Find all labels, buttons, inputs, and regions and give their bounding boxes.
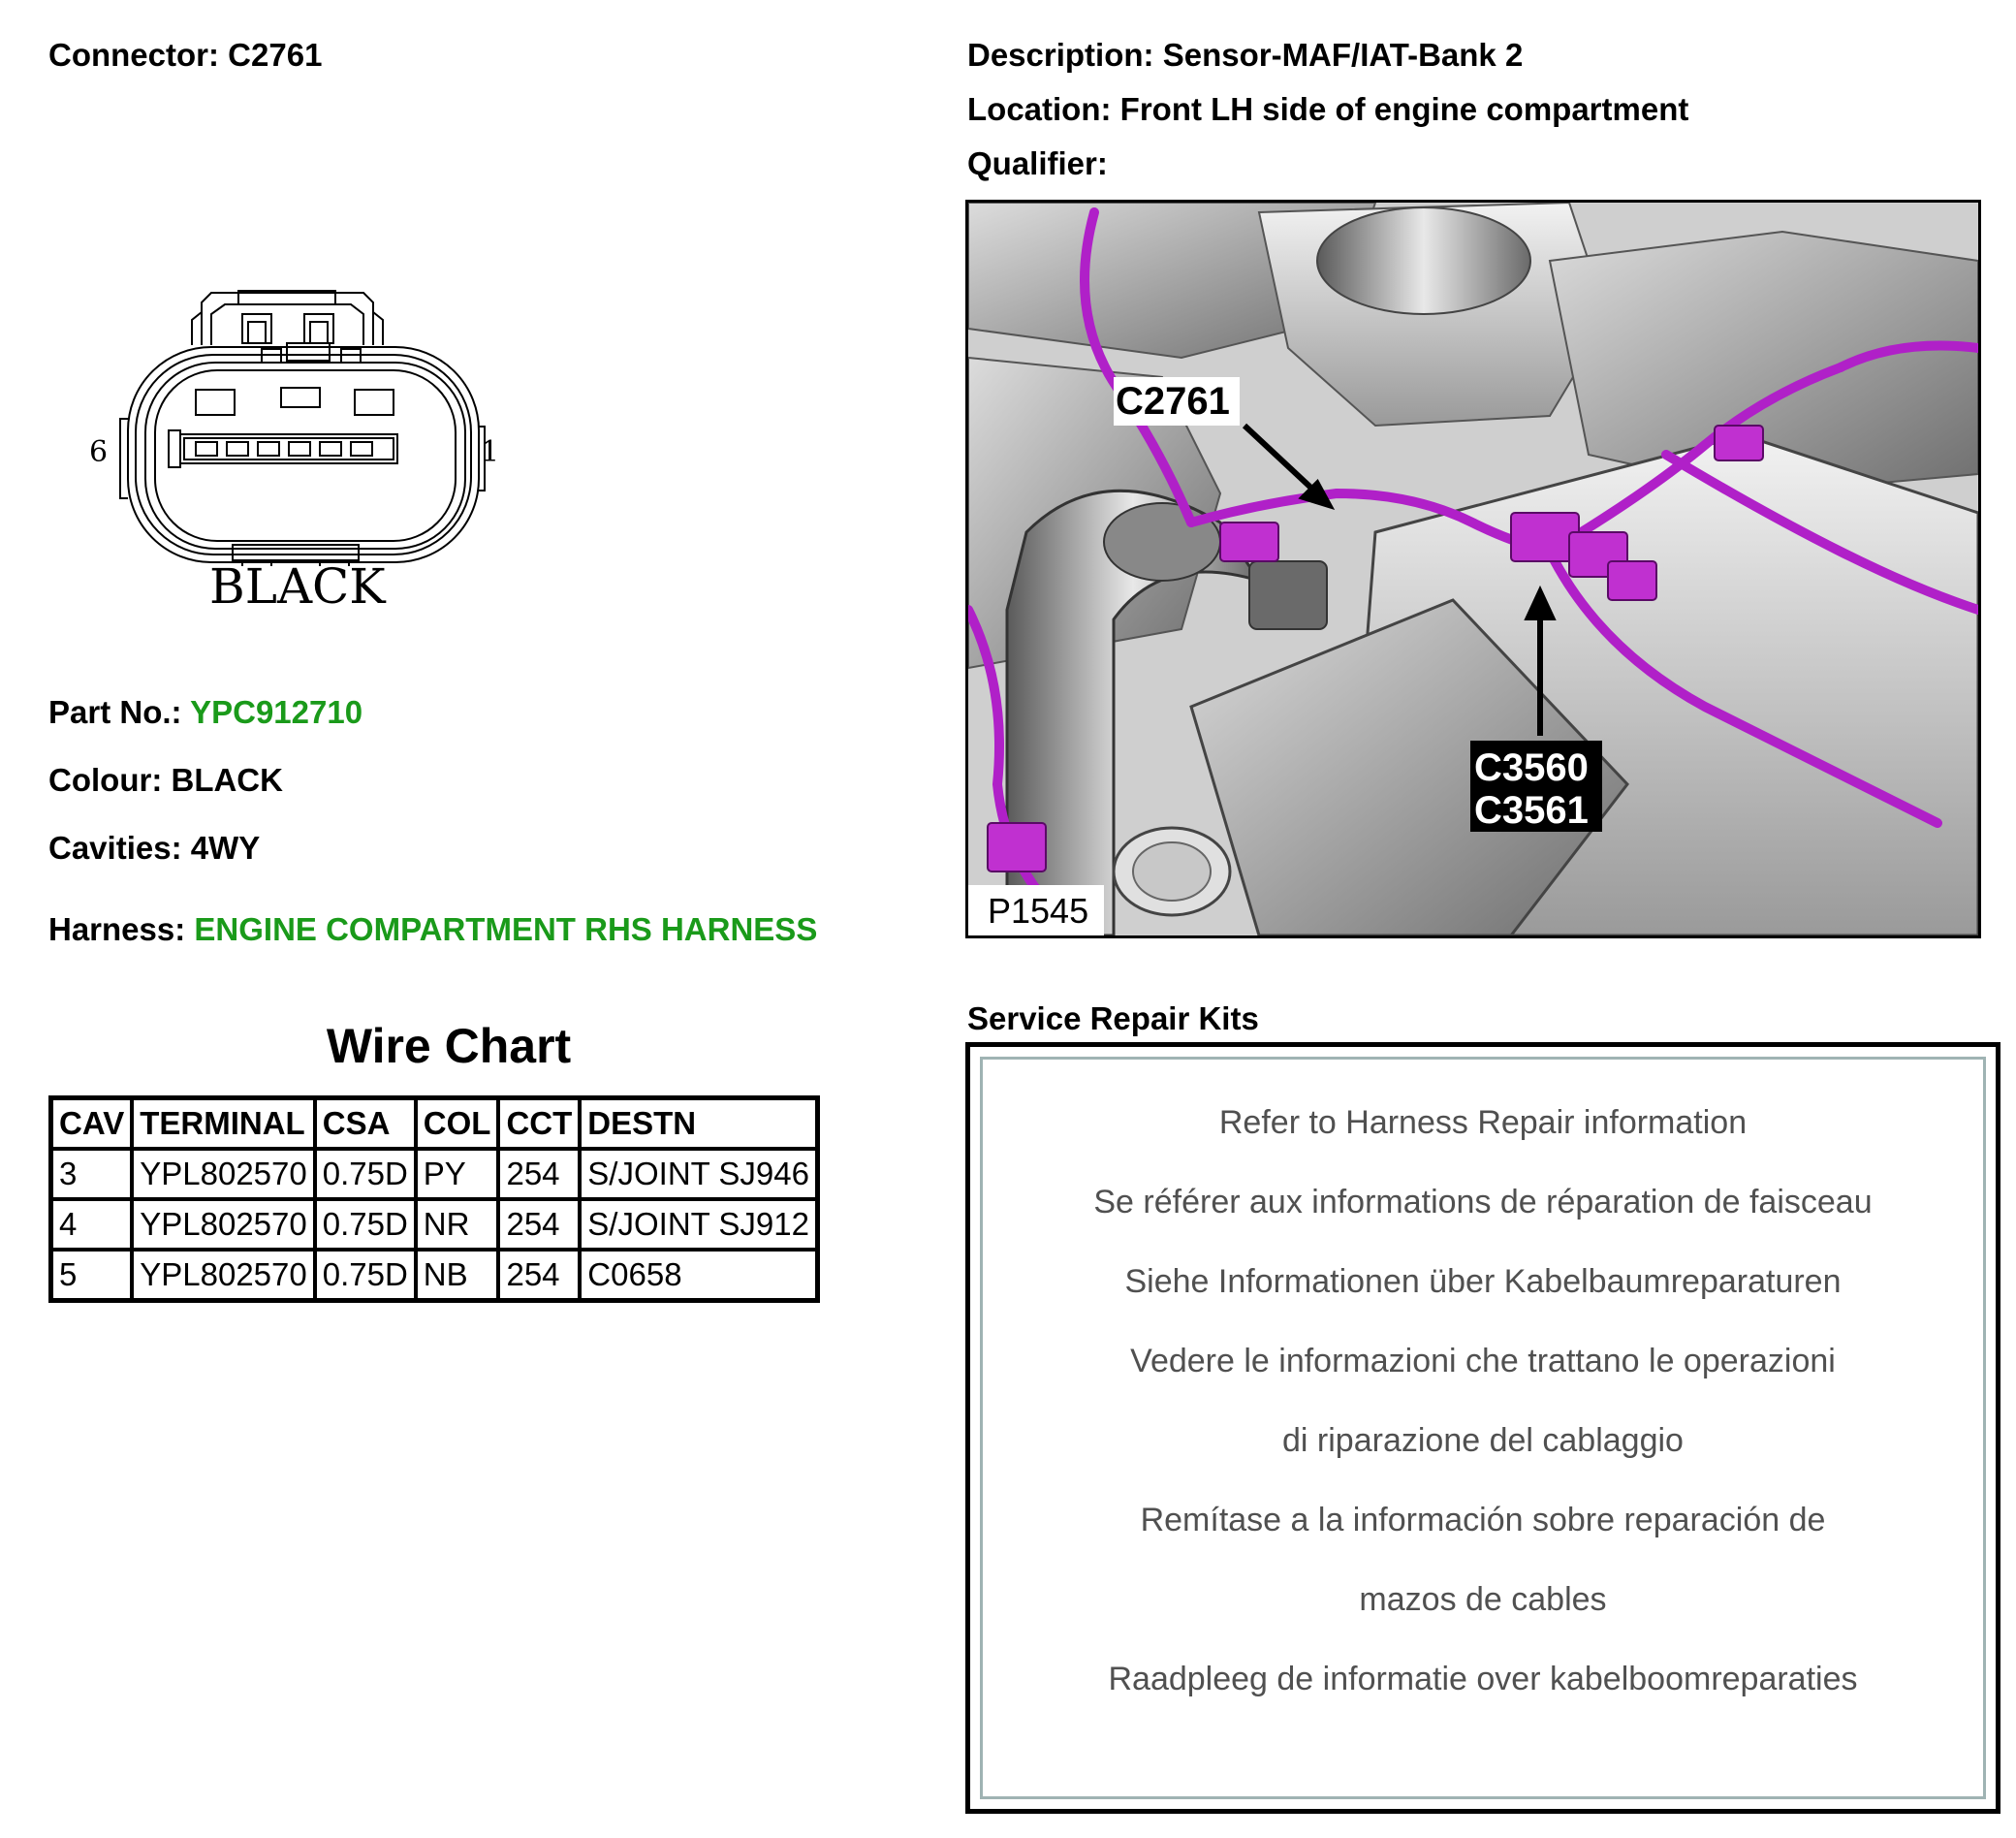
pin-number-right: 1 — [481, 435, 500, 469]
kit-line: Refer to Harness Repair information — [1218, 1104, 1748, 1141]
cell-col: PY — [416, 1149, 499, 1199]
service-repair-kits-inner — [980, 1057, 1986, 1799]
colour-value: BLACK — [171, 762, 283, 798]
connector-face-diagram — [87, 254, 514, 622]
kit-line: Remítase a la información sobre reparación de — [1140, 1502, 1826, 1538]
cell-terminal: YPL802570 — [132, 1199, 315, 1250]
connector-face-drawing — [87, 254, 514, 622]
location-line — [967, 91, 1688, 128]
part-no-label: Part No.: — [48, 694, 182, 730]
callout-c3560: C3560 — [1474, 746, 1589, 789]
location-image — [965, 200, 1981, 938]
callout-c3561: C3561 — [1474, 789, 1589, 832]
header-terminal: TERMINAL — [132, 1098, 315, 1150]
engine-bay-illustration — [968, 203, 1978, 935]
connector-colour-text: BLACK — [209, 558, 386, 615]
pin-number-left: 6 — [89, 435, 109, 469]
qualifier-label: Qualifier: — [967, 145, 1108, 181]
kit-line: Vedere le informazioni che trattano le operazioni — [1130, 1343, 1836, 1379]
connector-value: C2761 — [228, 37, 323, 73]
description-label: Description: — [967, 37, 1154, 73]
wire-chart-table — [48, 1095, 820, 1303]
table-row — [51, 1149, 818, 1199]
kit-line: Siehe Informationen über Kabelbaumreparaturen — [1124, 1263, 1842, 1300]
service-repair-kits-title: Service Repair Kits — [967, 1000, 1259, 1036]
cell-cct: 254 — [498, 1149, 580, 1199]
harness-line — [48, 911, 817, 948]
kit-line: Se référer aux informations de réparation de faisceau — [1093, 1184, 1873, 1220]
image-ref-label: P1545 — [988, 891, 1089, 931]
cell-cct: 254 — [498, 1250, 580, 1301]
cell-destn: S/JOINT SJ946 — [580, 1149, 817, 1199]
cell-csa: 0.75D — [315, 1149, 416, 1199]
colour-line — [48, 762, 283, 799]
cell-terminal: YPL802570 — [132, 1149, 315, 1199]
cell-csa: 0.75D — [315, 1250, 416, 1301]
harness-value: ENGINE COMPARTMENT RHS HARNESS — [194, 911, 818, 947]
part-no-value: YPC912710 — [190, 694, 363, 730]
cell-cct: 254 — [498, 1199, 580, 1250]
connector-heading — [48, 37, 322, 74]
cell-destn: C0658 — [580, 1250, 817, 1301]
kit-line: mazos de cables — [1359, 1581, 1607, 1618]
wire-chart-title: Wire Chart — [326, 1019, 572, 1073]
header-cct: CCT — [498, 1098, 580, 1150]
kit-line: di riparazione del cablaggio — [1282, 1422, 1684, 1459]
description-value: Sensor-MAF/IAT-Bank 2 — [1162, 37, 1524, 73]
cell-terminal: YPL802570 — [132, 1250, 315, 1301]
cell-csa: 0.75D — [315, 1199, 416, 1250]
cavities-line — [48, 830, 260, 867]
wire-chart-header-row — [51, 1098, 818, 1150]
location-value: Front LH side of engine compartment — [1119, 91, 1689, 127]
service-repair-kits-box — [965, 1042, 2000, 1814]
location-label: Location: — [967, 91, 1112, 127]
cell-col: NB — [416, 1250, 499, 1301]
cell-cav: 4 — [51, 1199, 133, 1250]
header-col: COL — [416, 1098, 499, 1150]
callout-c2761: C2761 — [1116, 380, 1230, 423]
header-destn: DESTN — [580, 1098, 817, 1150]
header-cav: CAV — [51, 1098, 133, 1150]
cavities-value: 4WY — [190, 830, 261, 866]
connector-label: Connector: — [48, 37, 219, 73]
description-line — [967, 37, 1523, 74]
cell-destn: S/JOINT SJ912 — [580, 1199, 817, 1250]
cell-cav: 5 — [51, 1250, 133, 1301]
table-row — [51, 1199, 818, 1250]
header-csa: CSA — [315, 1098, 416, 1150]
colour-label: Colour: — [48, 762, 163, 798]
cell-cav: 3 — [51, 1149, 133, 1199]
part-no-line — [48, 694, 362, 731]
kit-line: Raadpleeg de informatie over kabelboomreparaties — [1108, 1661, 1858, 1697]
table-row — [51, 1250, 818, 1301]
cell-col: NR — [416, 1199, 499, 1250]
qualifier-line — [967, 145, 1108, 182]
harness-label: Harness: — [48, 911, 186, 947]
cavities-label: Cavities: — [48, 830, 182, 866]
